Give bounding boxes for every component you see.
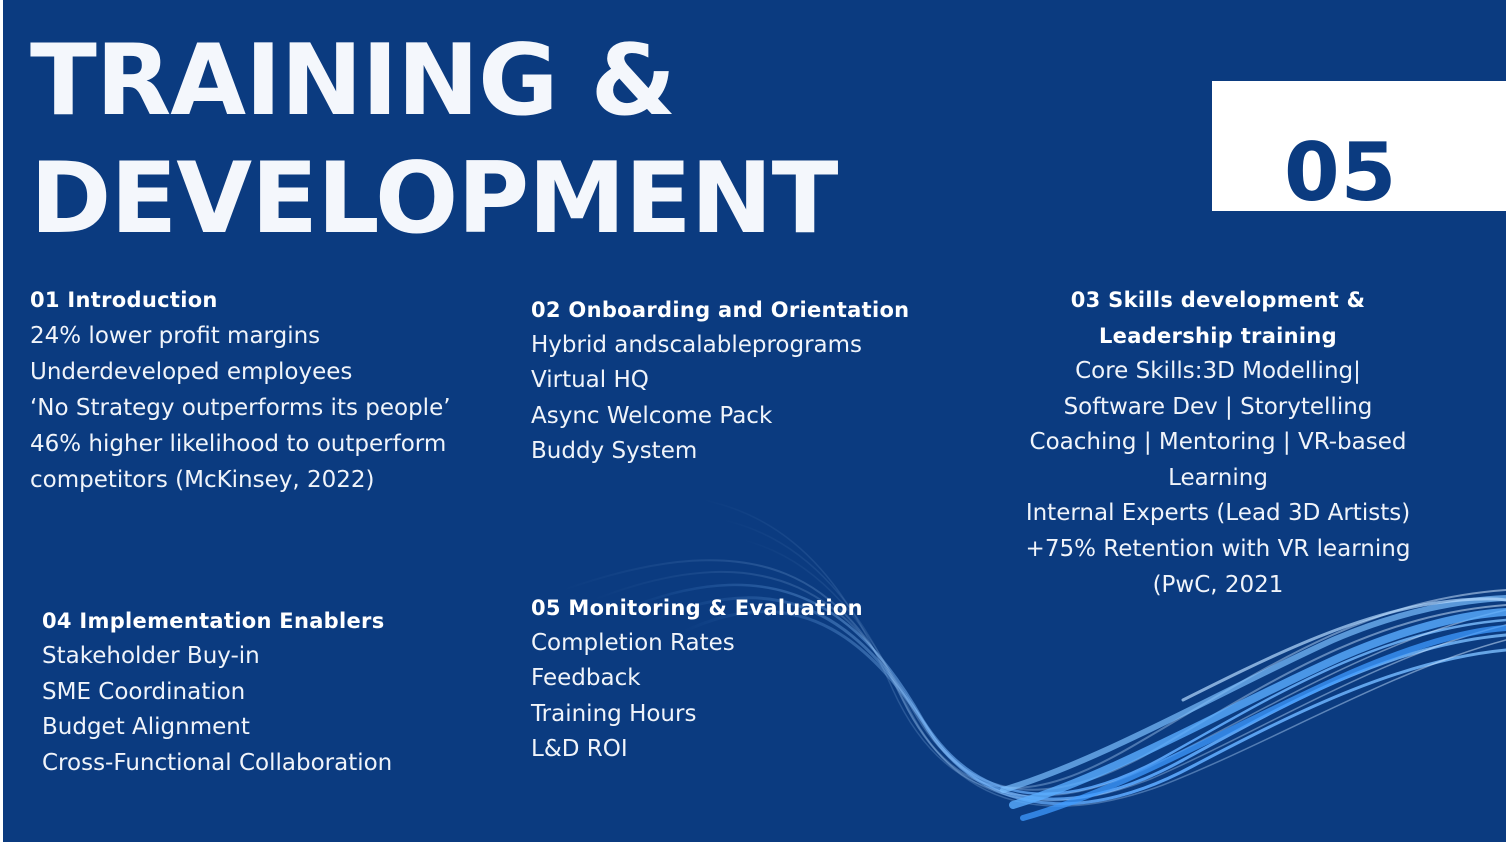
section-item: SME Coordination — [42, 678, 246, 705]
section-skills-development — [1013, 282, 1423, 603]
section-introduction — [30, 282, 451, 498]
section-item: Underdeveloped employees — [30, 359, 353, 385]
section-item: Completion Rates — [531, 630, 735, 656]
title-line-1: TRAINING & — [30, 24, 676, 138]
section-item: 24% lower profit margins — [30, 323, 321, 349]
section-item: Coaching | Mentoring | VR-based — [1029, 429, 1407, 456]
page-title — [30, 22, 838, 258]
section-item: Software Dev | Storytelling — [1063, 393, 1373, 420]
section-item: Internal Experts (Lead 3D Artists) — [1025, 500, 1411, 527]
section-heading: 02 Onboarding and Orientation — [531, 298, 910, 322]
section-heading: 04 Implementation Enablers — [42, 609, 385, 633]
section-item: Buddy System — [531, 437, 698, 464]
section-item: Budget Alignment — [42, 714, 250, 740]
title-line-2: DEVELOPMENT — [30, 142, 838, 256]
section-onboarding — [531, 292, 909, 469]
section-item: Core Skills:3D Modelling| — [1075, 358, 1361, 384]
section-item: Cross-Functional Collaboration — [42, 749, 393, 776]
section-heading: 05 Monitoring & Evaluation — [531, 596, 863, 620]
section-number-badge — [1212, 81, 1506, 219]
slide — [3, 0, 1506, 842]
section-item: L&D ROI — [531, 735, 628, 762]
section-item: (PwC, 2021 — [1152, 571, 1284, 598]
section-monitoring-evaluation — [531, 590, 863, 767]
section-heading: 01 Introduction — [30, 288, 218, 312]
section-item: ‘No Strategy outperforms its people’ — [30, 395, 451, 421]
section-item: +75% Retention with VR learning — [1025, 535, 1411, 562]
section-number: 05 — [1284, 126, 1398, 219]
section-item: competitors (McKinsey, 2022) — [30, 467, 375, 493]
section-heading: Leadership training — [1098, 324, 1337, 348]
section-item: 46% higher likelihood to outperform — [30, 431, 447, 457]
section-heading: 03 Skills development & — [1070, 288, 1366, 312]
section-item: Learning — [1168, 464, 1268, 491]
section-item: Stakeholder Buy-in — [42, 643, 260, 669]
section-implementation-enablers — [42, 603, 392, 781]
section-item: Feedback — [531, 665, 641, 692]
section-item: Hybrid andscalableprograms — [531, 332, 863, 358]
section-item: Async Welcome Pack — [531, 402, 773, 429]
section-item: Training Hours — [531, 700, 697, 727]
section-item: Virtual HQ — [531, 367, 649, 394]
